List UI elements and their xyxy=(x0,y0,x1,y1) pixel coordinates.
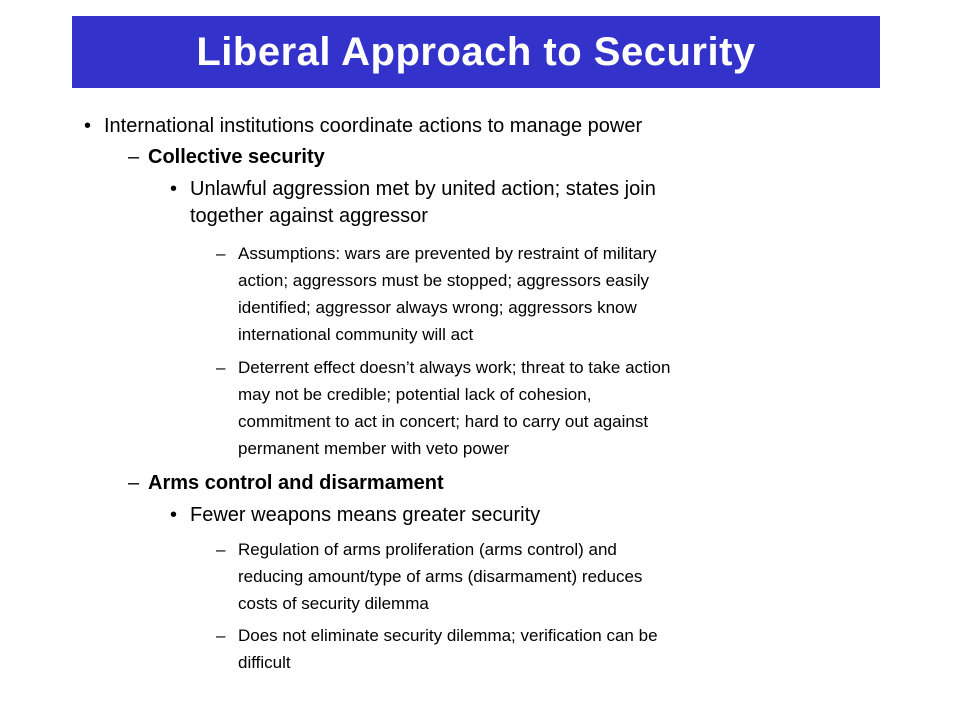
bullet-fewer-weapons xyxy=(170,502,540,529)
dash-assumptions xyxy=(216,240,657,348)
dash-marker: – xyxy=(216,358,226,377)
bullet-marker: • xyxy=(84,115,92,137)
dash-text: Assumptions: wars are prevented by restraint of military action; aggressors must be stopped; aggressors easily identified; aggressor always wrong; aggressors know international community will act xyxy=(238,244,657,344)
subheading-text: Arms control and disarmament xyxy=(148,472,444,494)
dash-marker: – xyxy=(216,540,226,559)
subheading-arms-control xyxy=(128,470,444,497)
dash-marker: – xyxy=(216,626,226,645)
subheading-text: Collective security xyxy=(148,146,325,168)
dash-marker: – xyxy=(216,244,226,263)
bullet-marker: • xyxy=(170,178,178,200)
dash-text: Does not eliminate security dilemma; verification can be difficult xyxy=(238,626,658,672)
dash-marker: – xyxy=(128,146,140,168)
dash-regulation xyxy=(216,536,642,617)
bullet-text: Fewer weapons means greater security xyxy=(190,504,541,526)
bullet-institutions xyxy=(84,113,642,140)
dash-text: Regulation of arms proliferation (arms control) and reducing amount/type of arms (disarmament) reduces costs of security dilemma xyxy=(238,540,643,613)
dash-marker: – xyxy=(128,472,140,494)
subheading-collective-security xyxy=(128,144,325,171)
slide-title: Liberal Approach to Security xyxy=(196,29,756,74)
bullet-text: International institutions coordinate actions to manage power xyxy=(104,115,643,137)
dash-deterrent-effect xyxy=(216,354,670,462)
dash-verification xyxy=(216,622,658,676)
bullet-unlawful-aggression xyxy=(170,176,656,230)
bullet-text: Unlawful aggression met by united action; states join together against aggressor xyxy=(190,178,656,227)
bullet-marker: • xyxy=(170,504,178,526)
dash-text: Deterrent effect doesn’t always work; threat to take action may not be credible; potential lack of cohesion, commitment to act in concert; hard to carry out against permanent member with veto power xyxy=(238,358,671,458)
